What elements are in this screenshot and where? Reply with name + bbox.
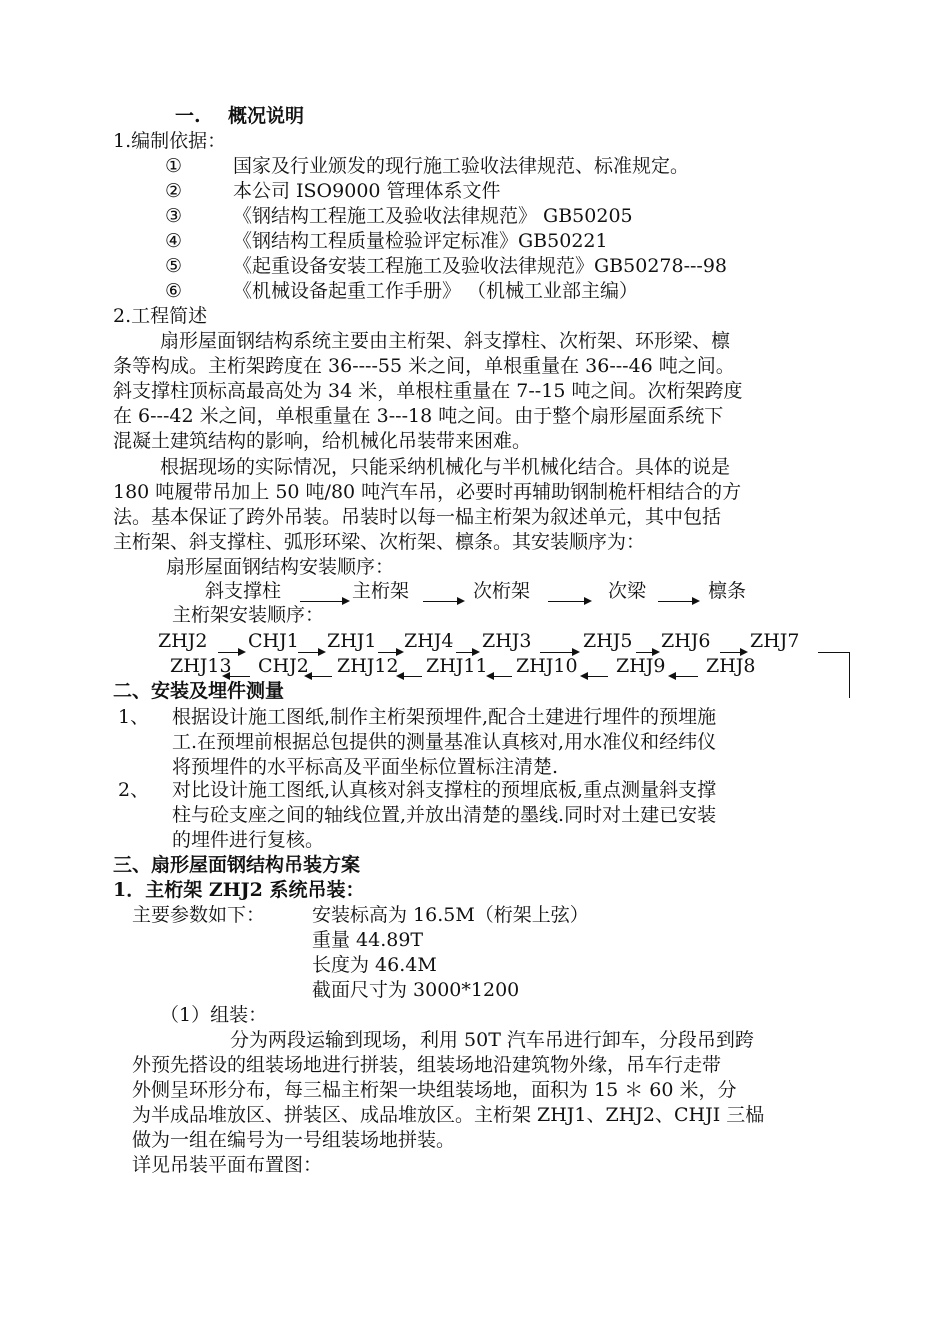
sequence-arrow (306, 676, 332, 677)
list-mark: 1、 (118, 706, 150, 728)
truss-code: ZHJ2 (158, 630, 208, 652)
truss-code: ZHJ4 (404, 630, 454, 652)
truss-code: CHJ1 (248, 630, 299, 652)
basis-item: 《机械设备起重工作手册》 （机械工业部主编） (233, 280, 639, 302)
seq-arrow (658, 601, 698, 602)
paragraph-line: 扇形屋面钢结构系统主要由主桁架、斜支撑柱、次桁架、环形梁、檩 (160, 330, 731, 352)
paragraph-line: 分为两段运输到现场，利用 50T 汽车吊进行卸车，分段吊到跨 (230, 1029, 754, 1051)
seq-arrow (423, 601, 463, 602)
truss-code: ZHJ10 (516, 655, 578, 677)
truss-code: ZHJ12 (337, 655, 399, 677)
basis-mark: ④ (165, 230, 183, 252)
paragraph-line: 外侧呈环形分布，每三榀主桁架一块组装场地，面积为 15 ＊ 60 米，分 (132, 1079, 737, 1101)
paragraph-line: 在 6---42 米之间，单根重量在 3---18 吨之间。由于整个扇形屋面系统下 (113, 405, 724, 427)
seq-step-2: 主桁架 (352, 580, 410, 602)
paragraph-line: 主桁架、斜支撑柱、弧形环梁、次桁架、檩条。其安装顺序为： (113, 531, 646, 553)
paragraph-line: 斜支撑柱顶标高最高处为 34 米，单根柱重量在 7--15 吨之间。次桁架跨度 (113, 380, 743, 402)
param-line: 重量 44.89T (312, 929, 424, 951)
paragraph-line: 混凝土建筑结构的影响，给机械化吊装带来困难。 (113, 430, 532, 452)
truss-code: ZHJ1 (327, 630, 377, 652)
paragraph-line: 180 吨履带吊加上 50 吨/80 吨汽车吊，必要时再辅助钢制桅杆相结合的方 (113, 481, 742, 503)
basis-item: 《起重设备安装工程施工及验收法律规范》GB50278---98 (233, 255, 728, 277)
basis-mark: ① (165, 155, 183, 177)
section-3-title: 三、扇形屋面钢结构吊装方案 (113, 854, 361, 876)
seq-arrow (548, 601, 590, 602)
basis-heading: 1.编制依据： (113, 130, 227, 152)
turn-connector-vertical (849, 652, 850, 698)
turn-connector-top (818, 652, 850, 653)
sequence-arrow (540, 652, 578, 653)
sequence-arrow (218, 652, 244, 653)
section-1-title: 概况说明 (228, 105, 305, 127)
truss-code: ZHJ13 (170, 655, 232, 677)
param-line: 安装标高为 16.5M（桁架上弦） (312, 904, 589, 926)
list-item-line: 工.在预埋前根据总包提供的测量基准认真核对,用水准仪和经纬仪 (172, 731, 717, 753)
basis-mark: ② (165, 180, 183, 202)
layout-reference: 详见吊装平面布置图： (132, 1154, 323, 1176)
paragraph-line: 外预先搭设的组装场地进行拼装，组装场地沿建筑物外缘，吊车行走带 (132, 1054, 722, 1076)
sequence-arrow (636, 652, 658, 653)
sequence-arrow (720, 652, 746, 653)
list-item-line: 根据设计施工图纸,制作主桁架预埋件,配合土建进行埋件的预埋施 (172, 706, 717, 728)
install-sequence-label: 扇形屋面钢结构安装顺序： (166, 556, 395, 578)
overview-heading: 2.工程简述 (113, 305, 208, 327)
basis-item: 国家及行业颁发的现行施工验收法律规范、标准规定。 (233, 155, 690, 177)
seq-step-4: 次梁 (608, 580, 647, 602)
paragraph-line: 做为一组在编号为一号组装场地拼装。 (132, 1129, 456, 1151)
truss-code: ZHJ9 (616, 655, 666, 677)
sequence-arrow (456, 652, 478, 653)
sequence-arrow (298, 652, 324, 653)
truss-code: ZHJ11 (426, 655, 488, 677)
truss-code: ZHJ6 (661, 630, 711, 652)
seq-step-1: 斜支撑柱 (205, 580, 282, 602)
truss-code: ZHJ7 (750, 630, 800, 652)
sequence-arrow (488, 676, 512, 677)
paragraph-line: 条等构成。主桁架跨度在 36----55 米之间，单根重量在 36---46 吨之间。 (113, 355, 735, 377)
section-1-number: 一. (175, 105, 201, 127)
sequence-arrow (670, 676, 698, 677)
basis-mark: ③ (165, 205, 183, 227)
basis-mark: ⑤ (165, 255, 183, 277)
param-line: 截面尺寸为 3000*1200 (312, 979, 520, 1001)
paragraph-line: 法。基本保证了跨外吊装。吊装时以每一榀主桁架为叙述单元，其中包括 (113, 506, 722, 528)
truss-code: ZHJ5 (583, 630, 633, 652)
list-mark: 2、 (118, 779, 150, 801)
param-line: 长度为 46.4M (312, 954, 437, 976)
main-truss-sequence-label: 主桁架安装顺序： (172, 604, 325, 626)
section-2-title: 二、安装及埋件测量 (113, 680, 285, 702)
sequence-arrow (398, 676, 422, 677)
assembly-heading: （1）组装： (160, 1004, 268, 1026)
truss-code: CHJ2 (258, 655, 309, 677)
basis-item: 本公司 ISO9000 管理体系文件 (233, 180, 501, 202)
basis-mark: ⑥ (165, 280, 183, 302)
params-label: 主要参数如下： (132, 904, 266, 926)
seq-step-3: 次桁架 (473, 580, 531, 602)
list-item-line: 对比设计施工图纸,认真核对斜支撑柱的预埋底板,重点测量斜支撑 (172, 779, 717, 801)
basis-item: 《钢结构工程施工及验收法律规范》 GB50205 (233, 205, 633, 227)
seq-step-5: 檩条 (708, 580, 747, 602)
sequence-arrow (378, 652, 402, 653)
seq-arrow (300, 601, 348, 602)
sequence-arrow (582, 676, 608, 677)
basis-item: 《钢结构工程质量检验评定标准》GB50221 (233, 230, 608, 252)
truss-code: ZHJ8 (706, 655, 756, 677)
list-item-line: 柱与砼支座之间的轴线位置,并放出清楚的墨线.同时对土建已安装 (172, 804, 717, 826)
truss-code: ZHJ3 (482, 630, 532, 652)
section-3-subtitle: 1．主桁架 ZHJ2 系统吊装： (113, 879, 365, 901)
paragraph-line: 根据现场的实际情况，只能采纳机械化与半机械化结合。具体的说是 (160, 456, 731, 478)
paragraph-line: 为半成品堆放区、拼装区、成品堆放区。主桁架 ZHJ1、ZHJ2、CHJI 三榀 (132, 1104, 765, 1126)
list-item-line: 的埋件进行复核。 (172, 829, 325, 851)
sequence-arrow (224, 676, 250, 677)
list-item-line: 将预埋件的水平标高及平面坐标位置标注清楚. (172, 756, 559, 778)
